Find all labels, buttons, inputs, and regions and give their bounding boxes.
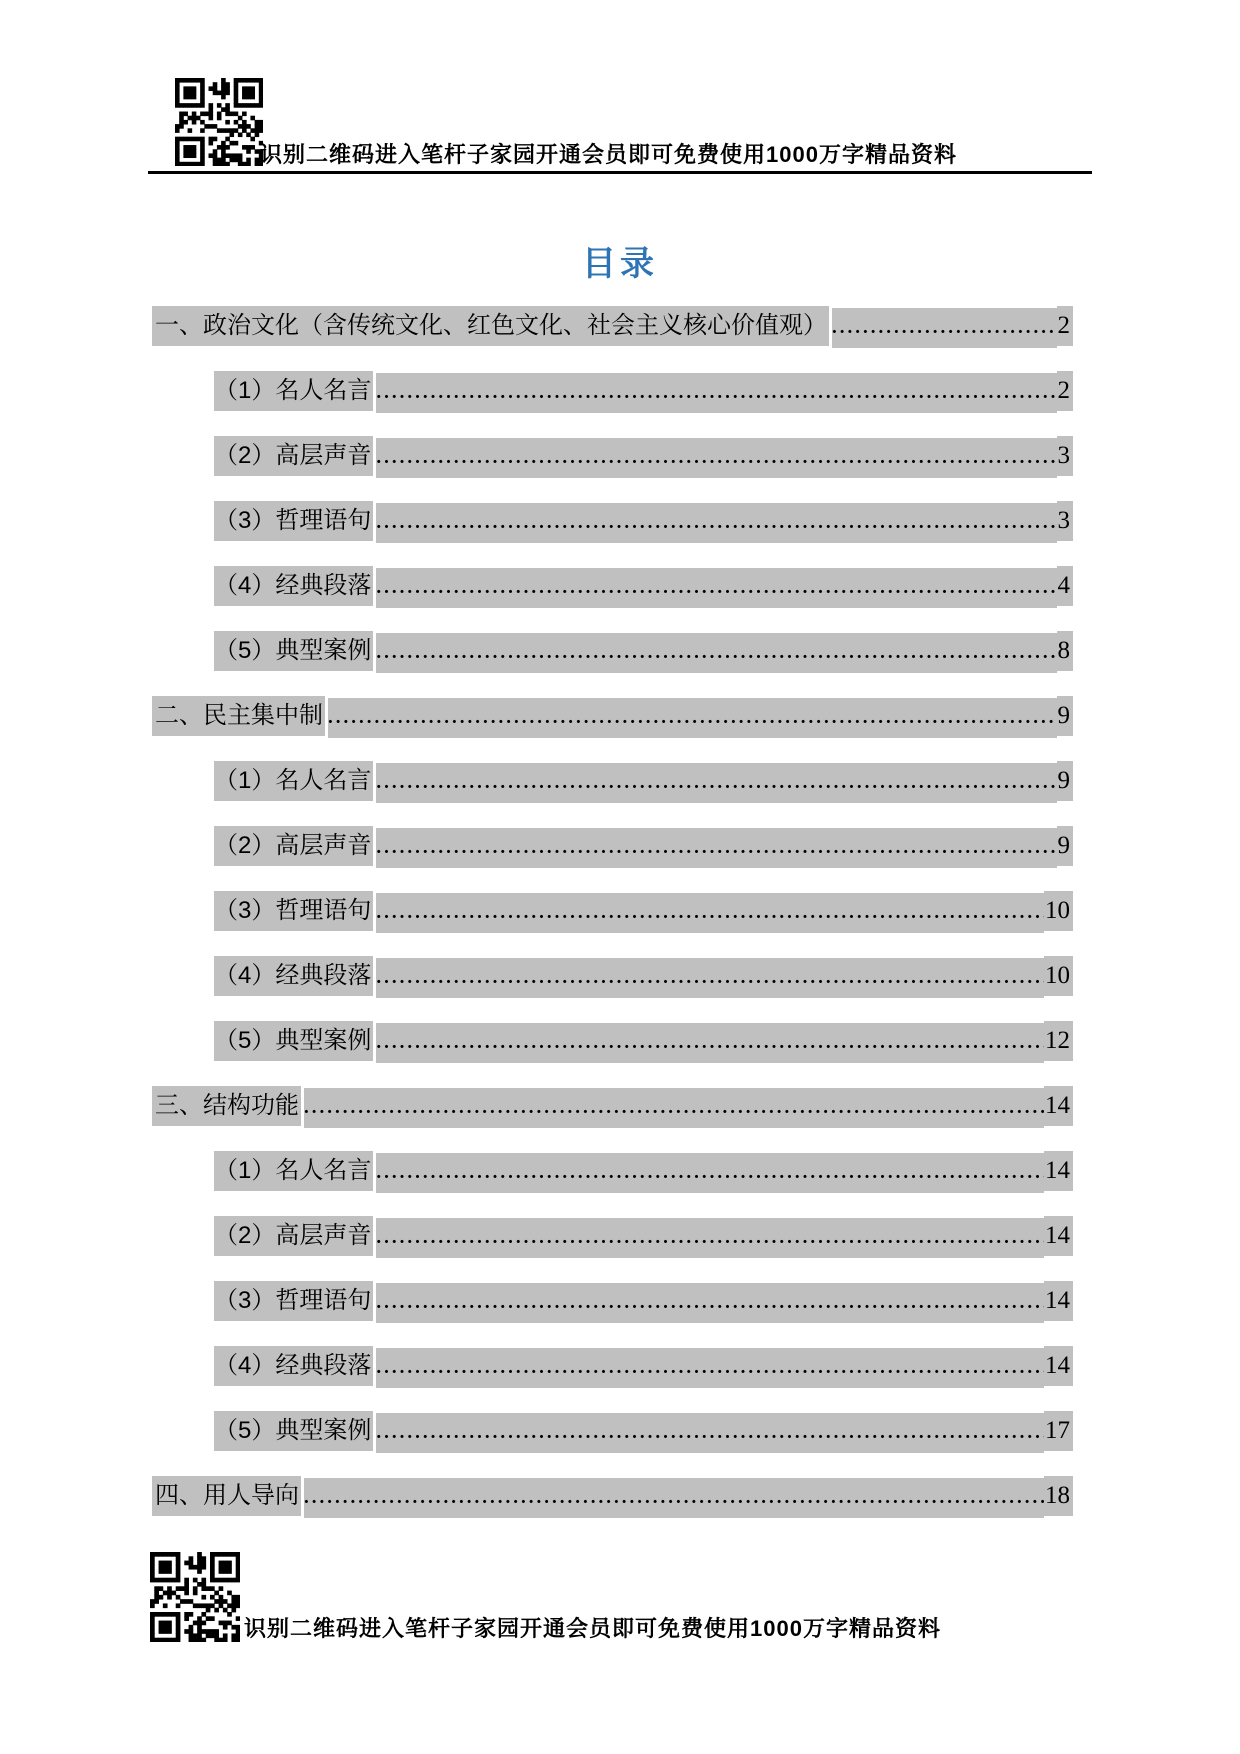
toc-leader-dots (376, 373, 1056, 413)
toc-entry-number: 二、 (152, 696, 203, 736)
toc-page-number: 10 (1044, 891, 1073, 931)
header-notice: 识别二维码进入笔杆子家园开通会员即可免费使用1000万字精品资料 (260, 142, 957, 167)
toc-entry-label: （1）名人名言 (214, 371, 373, 411)
toc-entry-label: （4）经典段落 (214, 566, 373, 606)
toc-page-number: 12 (1044, 1021, 1073, 1061)
toc-leader-dots (376, 763, 1056, 803)
toc-entry[interactable] (152, 696, 1073, 736)
toc-entry[interactable] (214, 436, 1073, 476)
header-qr-code-icon (175, 78, 263, 166)
toc-entry-label: （5）典型案例 (214, 1021, 373, 1061)
toc-page-number: 18 (1044, 1476, 1073, 1516)
toc-entry[interactable] (152, 306, 1073, 346)
toc-entry[interactable] (214, 761, 1073, 801)
toc-entry[interactable] (214, 566, 1073, 606)
toc-entry[interactable] (214, 826, 1073, 866)
toc-entry[interactable] (152, 1086, 1073, 1126)
toc-entry[interactable] (214, 891, 1073, 931)
toc-entry[interactable] (214, 631, 1073, 671)
toc-leader-dots (376, 1413, 1044, 1453)
toc-leader-dots (376, 828, 1056, 868)
toc-page-number: 3 (1057, 436, 1074, 476)
toc-leader-dots (328, 698, 1057, 738)
toc-leader-dots (832, 308, 1057, 348)
toc-page-number: 9 (1057, 761, 1074, 801)
toc-page-number: 14 (1044, 1346, 1073, 1386)
toc-entry-label: （5）典型案例 (214, 631, 373, 671)
toc-entry-label: （4）经典段落 (214, 956, 373, 996)
toc-entry-label: （3）哲理语句 (214, 891, 373, 931)
toc-page-number: 14 (1044, 1086, 1073, 1126)
toc-page-number: 14 (1044, 1281, 1073, 1321)
toc-leader-dots (376, 438, 1056, 478)
toc-entry[interactable] (214, 1281, 1073, 1321)
toc-entry-label: （3）哲理语句 (214, 1281, 373, 1321)
toc-entry[interactable] (152, 1476, 1073, 1516)
toc-leader-dots (304, 1478, 1044, 1518)
toc-leader-dots (376, 1153, 1044, 1193)
toc-entry[interactable] (214, 1346, 1073, 1386)
toc-entry-label: 政治文化（含传统文化、红色文化、社会主义核心价值观） (203, 306, 829, 346)
toc-entry-label: （1）名人名言 (214, 1151, 373, 1191)
toc-entry[interactable] (214, 1216, 1073, 1256)
toc-page-number: 10 (1044, 956, 1073, 996)
toc-leader-dots (376, 503, 1056, 543)
toc-page-number: 4 (1057, 566, 1074, 606)
toc-entry-label: （2）高层声音 (214, 826, 373, 866)
toc-entry[interactable] (214, 1151, 1073, 1191)
toc-leader-dots (376, 1283, 1044, 1323)
toc-entry-label: （4）经典段落 (214, 1346, 373, 1386)
toc-entry[interactable] (214, 1411, 1073, 1451)
toc-entry-number: 一、 (152, 306, 203, 346)
toc-entry-label: 民主集中制 (203, 696, 325, 736)
toc-page-number: 9 (1057, 696, 1074, 736)
toc (152, 306, 1073, 1541)
toc-entry-number: 四、 (152, 1476, 203, 1516)
toc-entry-label: （1）名人名言 (214, 761, 373, 801)
toc-leader-dots (376, 1348, 1044, 1388)
header-divider (148, 171, 1092, 174)
toc-entry-label: 用人导向 (203, 1476, 301, 1516)
toc-entry-label: （2）高层声音 (214, 1216, 373, 1256)
toc-page-number: 9 (1057, 826, 1074, 866)
toc-leader-dots (376, 568, 1056, 608)
toc-page-number: 2 (1057, 371, 1074, 411)
footer-notice: 识别二维码进入笔杆子家园开通会员即可免费使用1000万字精品资料 (244, 1616, 941, 1641)
toc-page-number: 17 (1044, 1411, 1073, 1451)
toc-entry-number: 三、 (152, 1086, 203, 1126)
toc-leader-dots (376, 1218, 1044, 1258)
footer-qr-code-icon (150, 1552, 240, 1642)
toc-page-number: 14 (1044, 1216, 1073, 1256)
toc-leader-dots (376, 893, 1044, 933)
toc-page-number: 14 (1044, 1151, 1073, 1191)
toc-leader-dots (376, 1023, 1044, 1063)
toc-entry[interactable] (214, 956, 1073, 996)
toc-leader-dots (376, 958, 1044, 998)
toc-entry[interactable] (214, 371, 1073, 411)
toc-entry-label: （3）哲理语句 (214, 501, 373, 541)
toc-leader-dots (376, 633, 1056, 673)
toc-page-number: 3 (1057, 501, 1074, 541)
toc-entry-label: 结构功能 (203, 1086, 301, 1126)
toc-entry-label: （5）典型案例 (214, 1411, 373, 1451)
toc-page-number: 2 (1057, 306, 1074, 346)
toc-entry[interactable] (214, 1021, 1073, 1061)
toc-page-number: 8 (1057, 631, 1074, 671)
toc-entry[interactable] (214, 501, 1073, 541)
toc-entry-label: （2）高层声音 (214, 436, 373, 476)
page-title: 目录 (582, 245, 658, 283)
toc-leader-dots (304, 1088, 1044, 1128)
